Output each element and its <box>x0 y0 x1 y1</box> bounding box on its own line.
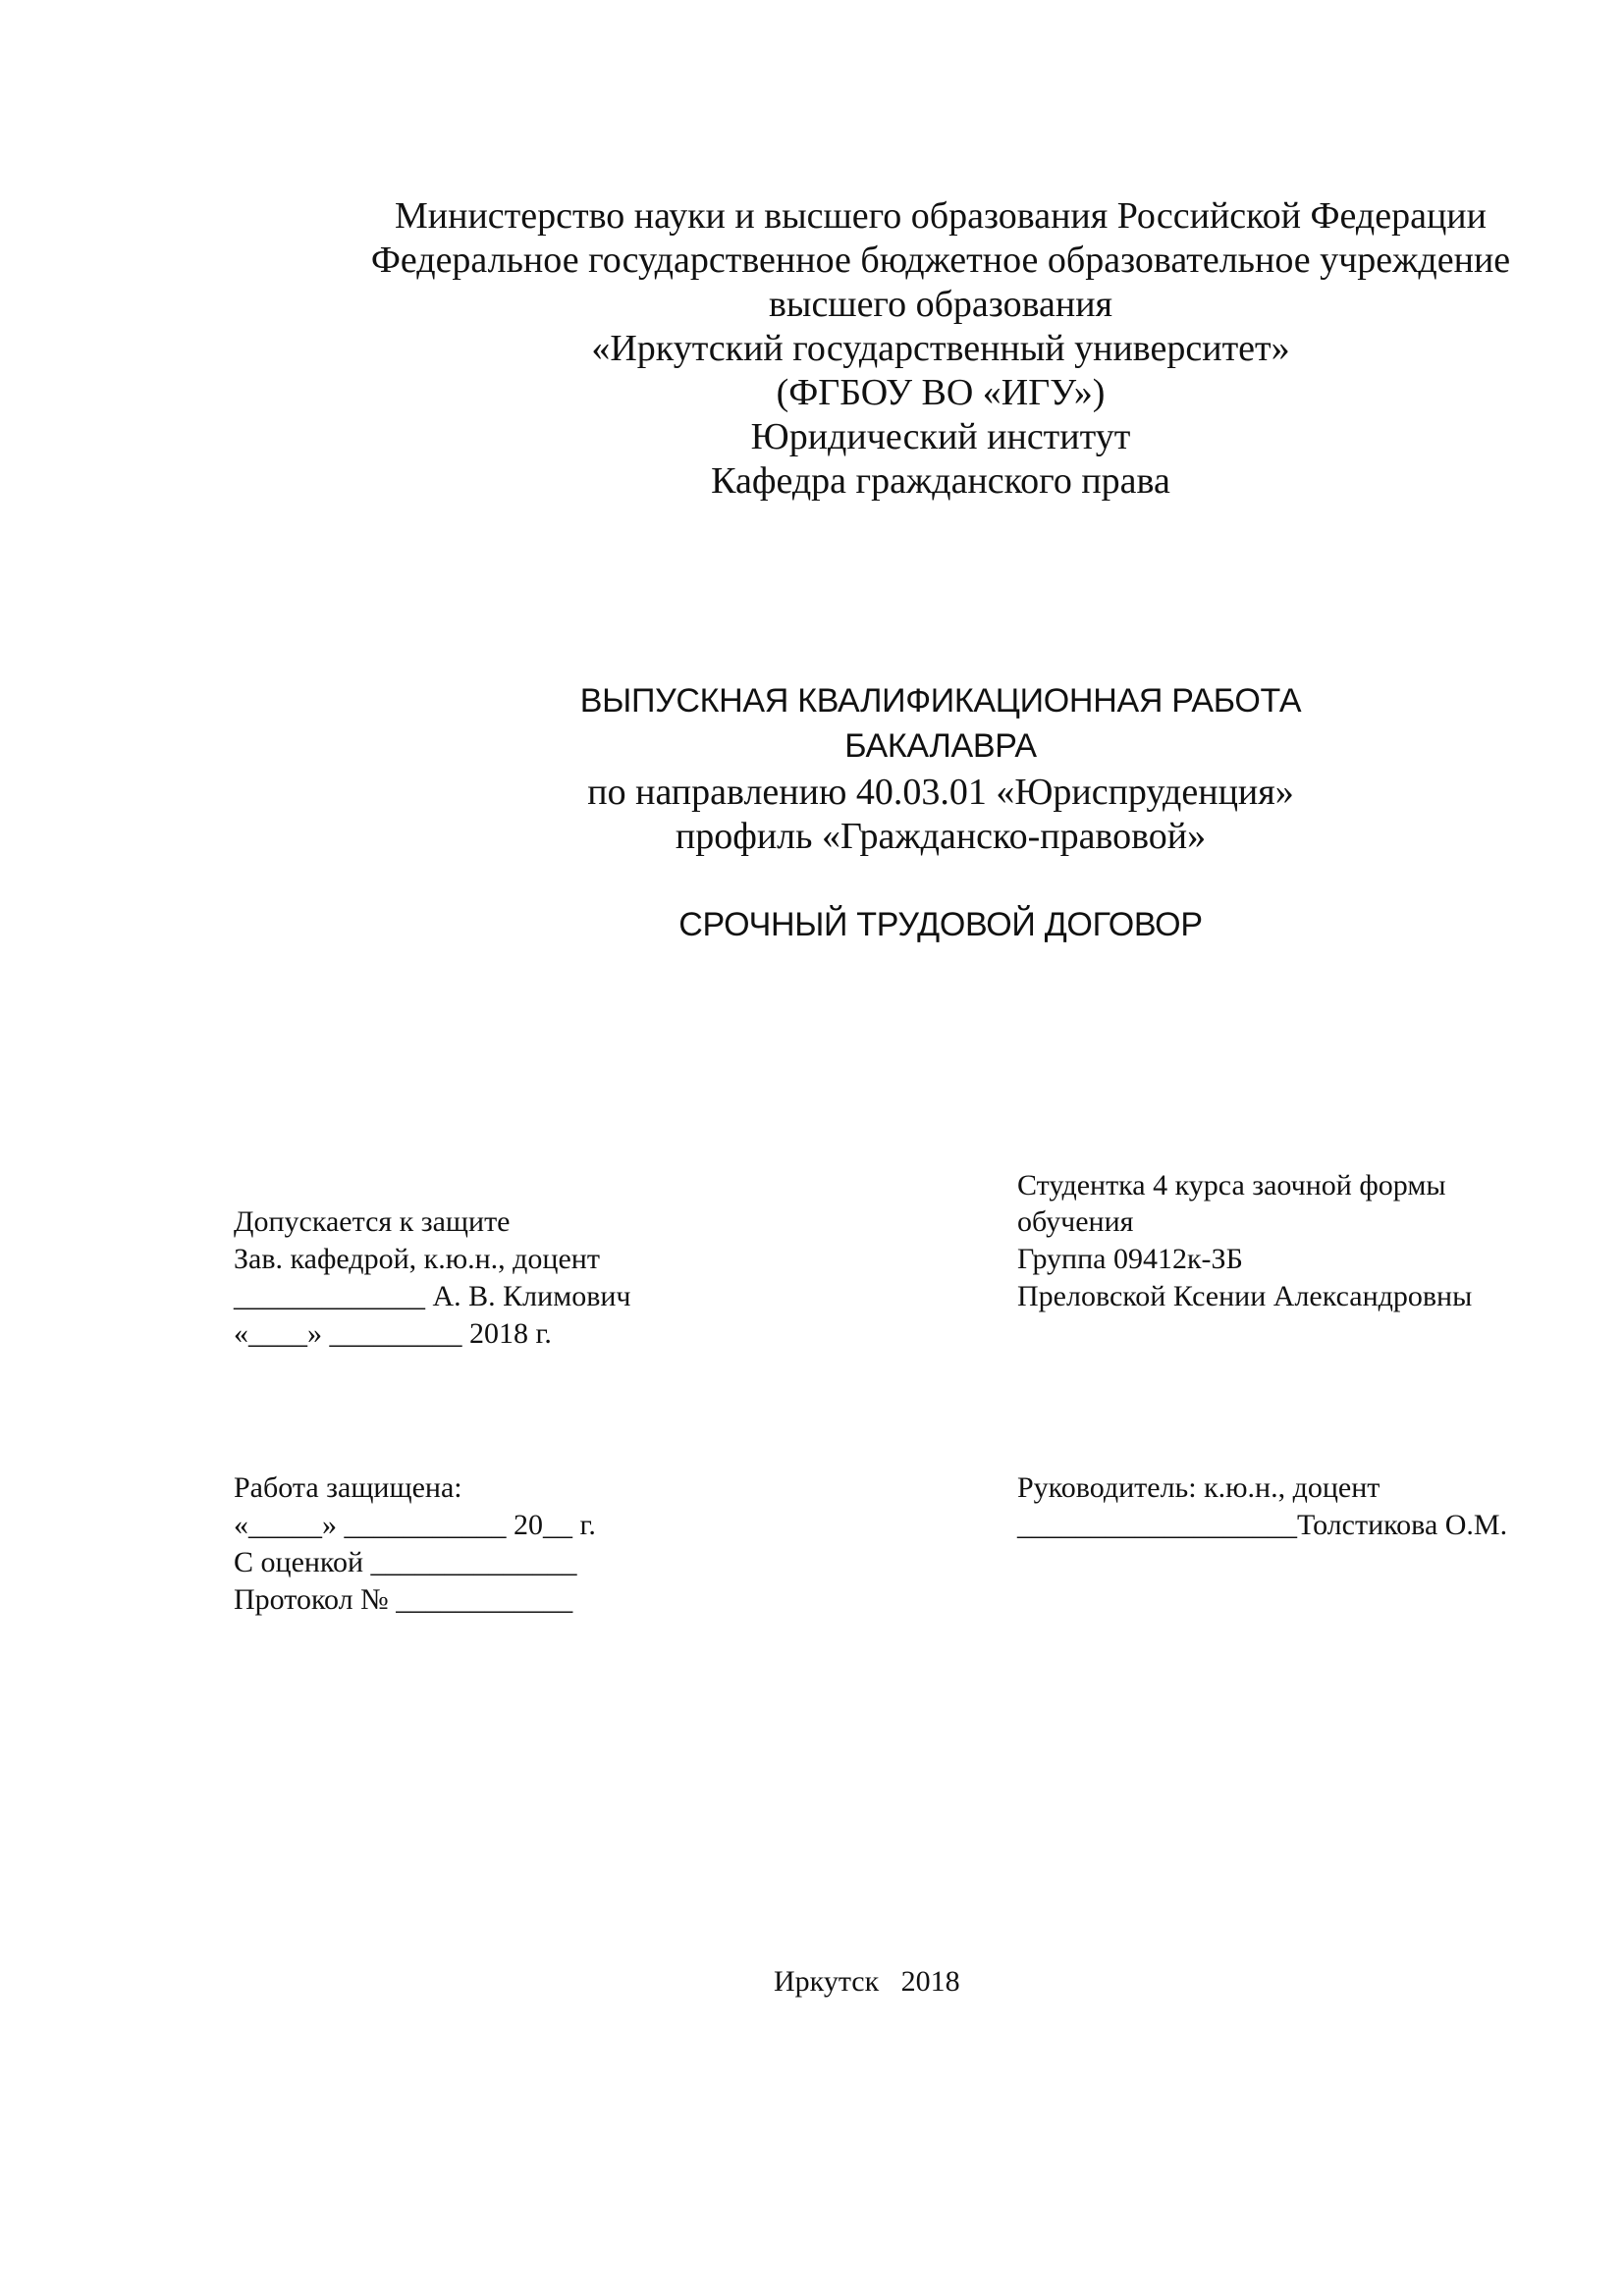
university-name-line: «Иркутский государственный университет» <box>591 328 1290 369</box>
direction-line: по направлению 40.03.01 «Юриспруденция» <box>587 772 1294 813</box>
supervisor-signature-line: ___________________Толстикова О.М. <box>1017 1509 1508 1541</box>
work-type-line1: ВЫПУСКНАЯ КВАЛИФИКАЦИОННАЯ РАБОТА <box>579 682 1302 720</box>
profile-line: профиль «Гражданско-правовой» <box>675 816 1207 857</box>
admission-date-line: «____» _________ 2018 г. <box>234 1317 552 1350</box>
defense-grade-line: С оценкой ______________ <box>234 1546 577 1578</box>
admission-signature-line: _____________ А. В. Климович <box>234 1280 631 1312</box>
defense-date-line: «_____» ___________ 20__ г. <box>234 1509 596 1541</box>
defense-line1: Работа защищена: <box>234 1471 462 1504</box>
university-abbr-line: (ФГБОУ ВО «ИГУ») <box>776 372 1106 413</box>
supervisor-title-line: Руководитель: к.ю.н., доцент <box>1017 1471 1380 1504</box>
city-year-line: Иркутск 2018 <box>774 1965 960 1998</box>
student-course-line: Студентка 4 курса заочной формы <box>1017 1169 1446 1201</box>
admission-head-line: Зав. кафедрой, к.ю.н., доцент <box>234 1243 600 1275</box>
department-line: Кафедра гражданского права <box>711 460 1170 502</box>
student-name-line: Преловской Ксении Александровны <box>1017 1280 1473 1312</box>
student-group-line: Группа 09412к-ЗБ <box>1017 1243 1243 1275</box>
education-level-line: высшего образования <box>768 284 1113 325</box>
institution-type-line: Федеральное государственное бюджетное образовательное учреждение <box>370 240 1511 281</box>
institute-line: Юридический институт <box>750 416 1131 457</box>
thesis-title: СРОЧНЫЙ ТРУДОВОЙ ДОГОВОР <box>678 906 1203 943</box>
ministry-line: Министерство науки и высшего образования Российской Федерации <box>395 195 1487 237</box>
work-type-line2: БАКАЛАВРА <box>844 727 1037 765</box>
admission-line1: Допускается к защите <box>234 1205 511 1238</box>
student-form-line: обучения <box>1017 1205 1134 1238</box>
defense-protocol-line: Протокол № ____________ <box>234 1583 573 1616</box>
